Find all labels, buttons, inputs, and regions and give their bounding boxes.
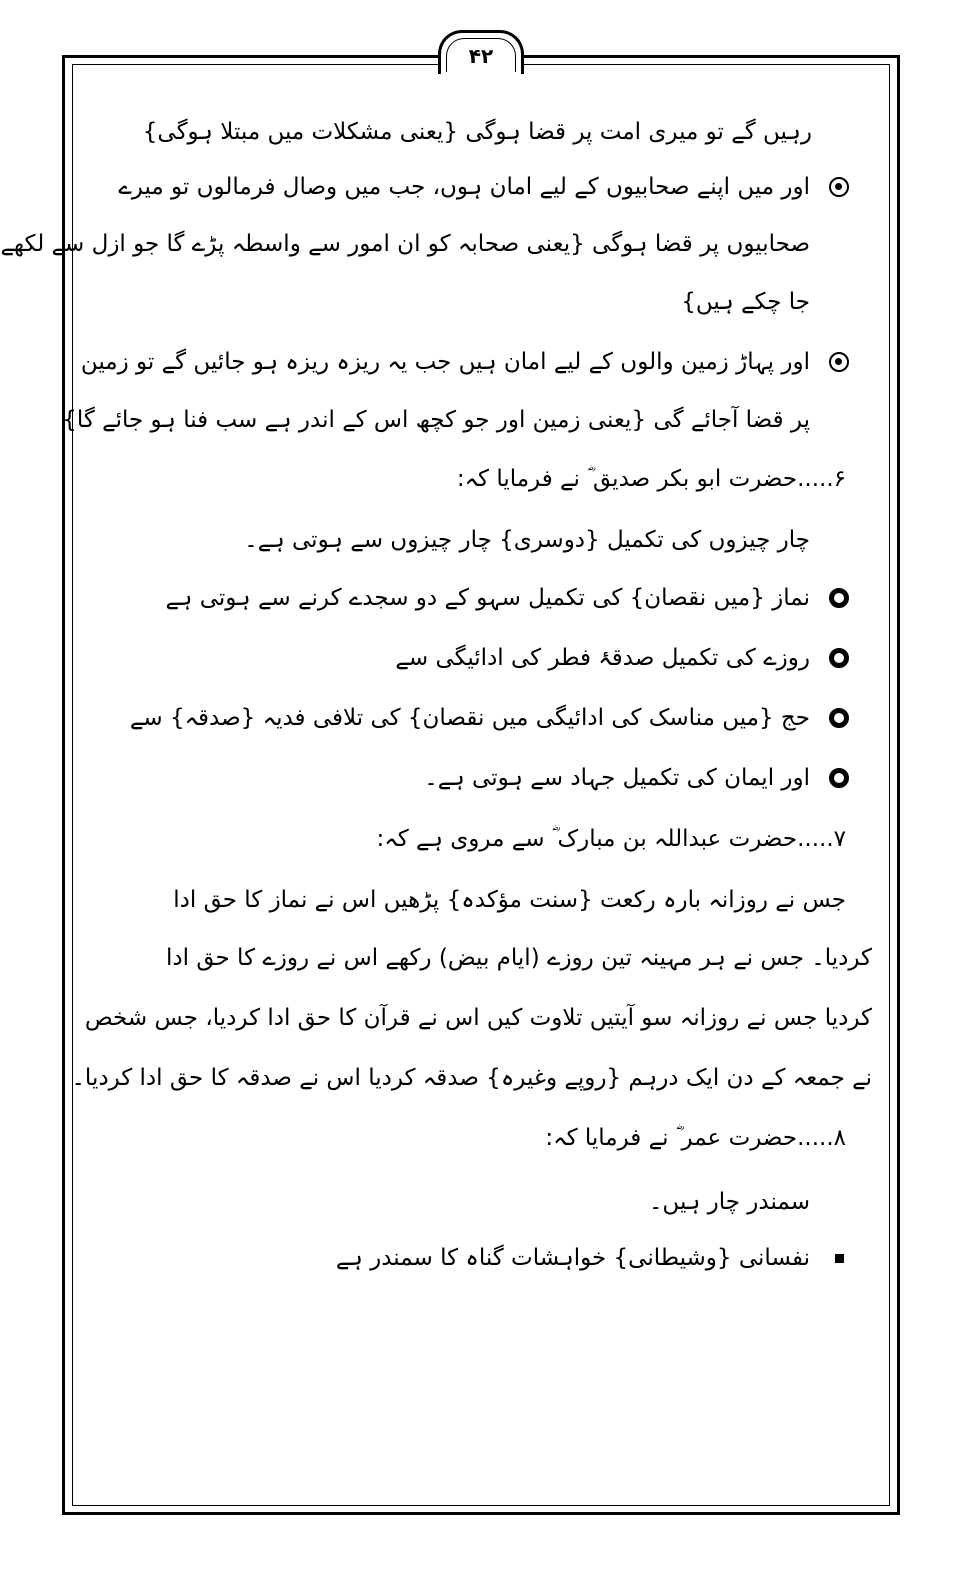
bullet xyxy=(824,756,854,800)
ring-bullet-icon xyxy=(829,588,849,608)
bullet xyxy=(824,165,854,209)
text-line: حج {میں مناسک کی ادائیگی میں نقصان} کی تلافی فدیہ {صدقہ} سے xyxy=(129,705,810,731)
square-bullet-icon xyxy=(835,1254,844,1263)
text-line: اور میں اپنے صحابیوں کے لیے امان ہوں، جب میں وصال فرمالوں تو میرے xyxy=(118,174,810,200)
section-heading: ۸.....حضرت عمر ؓ نے فرمایا کہ: xyxy=(545,1125,846,1151)
ring-bullet-icon xyxy=(829,648,849,668)
text-line: چار چیزوں کی تکمیل {دوسری} چار چیزوں سے ہوتی ہے۔ xyxy=(244,527,810,553)
text-line: اور پہاڑ زمین والوں کے لیے امان ہیں جب یہ ریزہ ریزہ ہو جائیں گے تو زمین xyxy=(80,349,810,375)
bullet xyxy=(824,1236,854,1280)
text-line: نے جمعہ کے دن ایک درہم {روپے وغیرہ} صدقہ کردیا اس نے صدقہ کا حق ادا کردیا۔ xyxy=(71,1065,872,1091)
text-line: صحابیوں پر قضا ہوگی {یعنی صحابہ کو ان امور سے واسطہ پڑے گا جو ازل سے لکھے xyxy=(0,231,810,257)
text-line: سمندر چار ہیں۔ xyxy=(648,1189,810,1215)
text-line: رہیں گے تو میری امت پر قضا ہوگی {یعنی مشکلات میں مبتلا ہوگی} xyxy=(142,119,812,145)
text-line: روزے کی تکمیل صدقۂ فطر کی ادائیگی سے xyxy=(395,645,810,671)
page-number: ۴۲ xyxy=(446,38,516,72)
text-line: اور ایمان کی تکمیل جہاد سے ہوتی ہے۔ xyxy=(424,765,810,791)
bullet xyxy=(824,636,854,680)
target-bullet-icon xyxy=(829,352,849,372)
section-heading: ۶.....حضرت ابو بکر صدیق ؓ نے فرمایا کہ: xyxy=(456,466,846,492)
text-line: کردیا۔ جس نے ہر مہینہ تین روزے (ایام بیض) رکھے اس نے روزے کا حق ادا xyxy=(166,945,872,971)
text-line: جس نے روزانہ بارہ رکعت {سنت مؤکدہ} پڑھیں اس نے نماز کا حق ادا xyxy=(173,887,846,913)
target-bullet-icon xyxy=(829,177,849,197)
text-line: نفسانی {وشیطانی} خواہشات گناہ کا سمندر ہے xyxy=(335,1245,810,1271)
bullet xyxy=(824,696,854,740)
text-line: پر قضا آجائے گی {یعنی زمین اور جو کچھ اس کے اندر ہے سب فنا ہو جائے گا} xyxy=(62,407,810,433)
section-heading: ۷.....حضرت عبداللہ بن مبارک ؓ سے مروی ہے کہ: xyxy=(376,826,846,852)
text-line: نماز {میں نقصان} کی تکمیل سہو کے دو سجدے کرنے سے ہوتی ہے xyxy=(165,585,810,611)
text-line: جا چکے ہیں} xyxy=(681,289,810,315)
ring-bullet-icon xyxy=(829,768,849,788)
bullet xyxy=(824,576,854,620)
bullet xyxy=(824,340,854,384)
ring-bullet-icon xyxy=(829,708,849,728)
text-line: کردیا جس نے روزانہ سو آیتیں تلاوت کیں اس نے قرآن کا حق ادا کردیا، جس شخص xyxy=(84,1005,872,1031)
